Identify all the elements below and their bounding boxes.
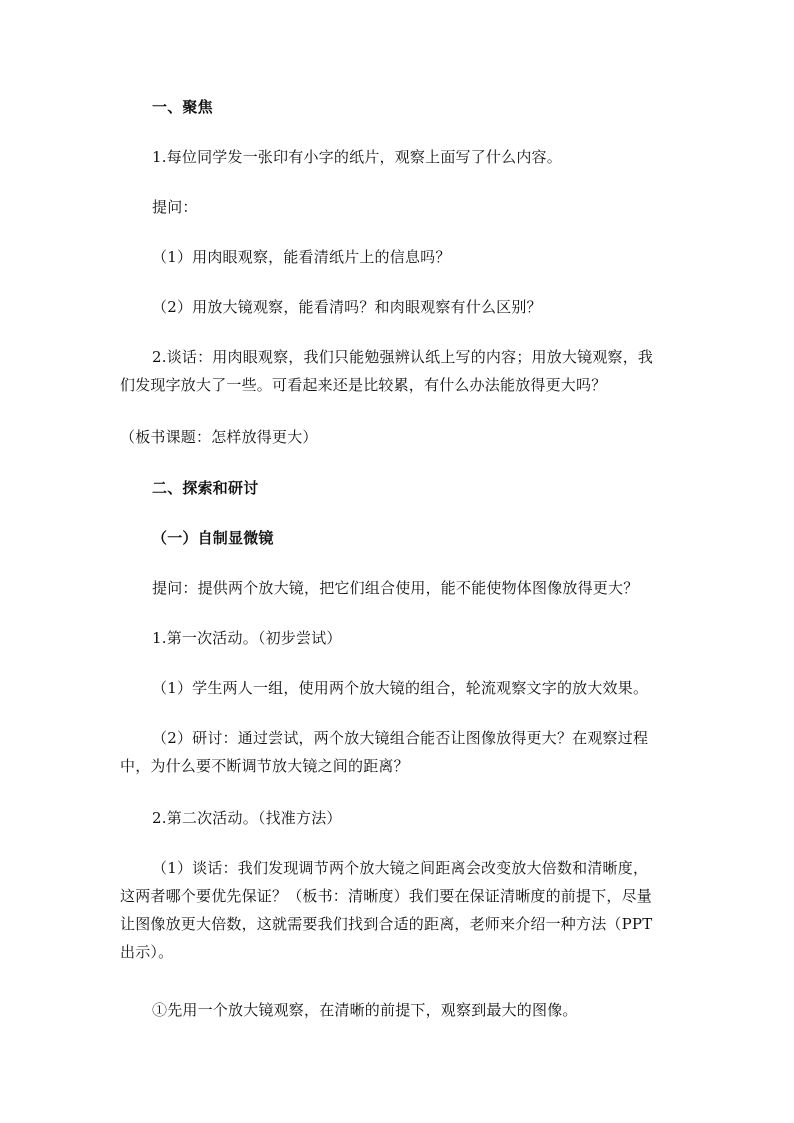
paragraph-activity-2-step-1-line-2: 这两者哪个要优先保证？（板书：清晰度）我们要在保证清晰度的前提下，尽量 bbox=[120, 887, 653, 905]
paragraph-question-combine: 提问：提供两个放大镜，把它们组合使用，能不能使物体图像放得更大？ bbox=[152, 579, 639, 597]
paragraph-board-title: （板书课题：怎样放得更大） bbox=[120, 428, 318, 446]
paragraph-activity-2-step-1-line-3: 让图像放更大倍数，这就需要我们找到合适的距离，老师来介绍一种方法（PPT bbox=[120, 915, 653, 933]
paragraph-question-2: （2）用放大镜观察，能看清吗？和肉眼观察有什么区别？ bbox=[152, 298, 542, 316]
paragraph-activity-1: 1.第一次活动。（初步尝试） bbox=[152, 629, 342, 647]
section-heading-focus: 一、聚焦 bbox=[152, 98, 213, 116]
section-heading-explore: 二、探索和研讨 bbox=[152, 479, 259, 497]
paragraph-activity-1-step-2-line-1: （2）研讨：通过尝试，两个放大镜组合能否让图像放得更大？在观察过程 bbox=[152, 729, 649, 747]
paragraph-method-step-1: ①先用一个放大镜观察，在清晰的前提下，观察到最大的图像。 bbox=[152, 1001, 578, 1019]
paragraph-activity-2-step-1-line-4: 出示）。 bbox=[120, 943, 174, 961]
paragraph-activity-1-step-1: （1）学生两人一组，使用两个放大镜的组合，轮流观察文字的放大效果。 bbox=[152, 679, 649, 697]
paragraph-question-1: （1）用肉眼观察，能看清纸片上的信息吗？ bbox=[152, 248, 451, 266]
paragraph-question-label: 提问： bbox=[152, 198, 198, 216]
paragraph-activity-2-step-1-line-1: （1）谈话：我们发现调节两个放大镜之间距离会改变放大倍数和清晰度， bbox=[152, 859, 649, 877]
paragraph-talk-line-1: 2.谈话：用肉眼观察，我们只能勉强辨认纸上写的内容；用放大镜观察，我 bbox=[152, 348, 654, 366]
paragraph-activity-1-step-2-line-2: 中，为什么要不断调节放大镜之间的距离？ bbox=[120, 757, 409, 775]
subsection-heading-microscope: （一）自制显微镜 bbox=[152, 529, 274, 547]
paragraph-talk-line-2: 们发现字放大了一些。可看起来还是比较累，有什么办法能放得更大吗？ bbox=[120, 376, 607, 394]
paragraph-activity-2: 2.第二次活动。（找准方法） bbox=[152, 809, 342, 827]
paragraph-step-1: 1.每位同学发一张印有小字的纸片，观察上面写了什么内容。 bbox=[152, 148, 562, 166]
